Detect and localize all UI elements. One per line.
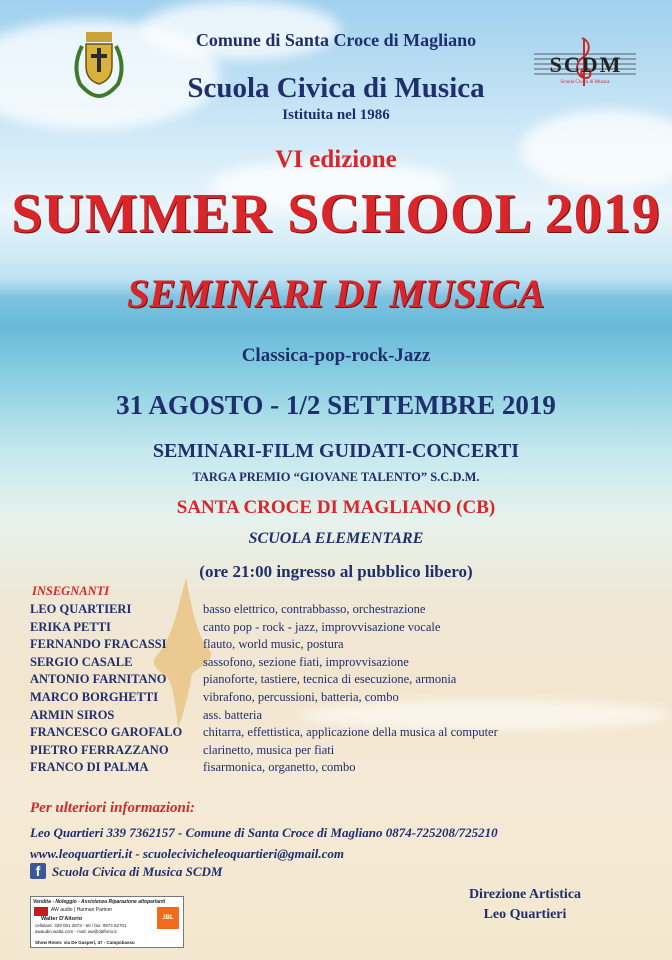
teacher-name: ERIKA PETTI	[30, 619, 111, 634]
teachers-label: INSEGNANTI	[32, 584, 110, 598]
direction-label: Direzione Artistica	[468, 887, 582, 902]
web-link[interactable]: www.leoquartieri.it - scuolecivicheleoquartieri@gmail.com	[30, 846, 345, 861]
edizione-text: VI edizione	[275, 146, 397, 173]
facebook-link[interactable]: Scuola Civica di Musica SCDM	[52, 864, 223, 879]
direction-name: Leo Quartieri	[483, 907, 567, 922]
dates-text: 31 AGOSTO - 1/2 SETTEMBRE 2019	[116, 390, 556, 420]
genres-text: Classica-pop-rock-Jazz	[241, 345, 431, 366]
teacher-subject: fisarmonica, organetto, combo	[203, 760, 356, 775]
teacher-subject: sassofono, sezione fiati, improvvisazione	[203, 654, 409, 669]
teacher-row	[30, 725, 650, 743]
teacher-name: FRANCO DI PALMA	[30, 760, 149, 775]
jbl-logo: JBL	[157, 907, 179, 929]
istituita-text: Istituita nel 1986	[282, 107, 390, 123]
subtitle: SEMINARI DI MUSICA	[127, 271, 545, 316]
info-label: Per ulteriori informazioni:	[30, 800, 196, 816]
scdm-logo-subtext: Scuola Civica di Musica	[560, 80, 610, 85]
artistic-direction	[440, 885, 610, 925]
events-text: SEMINARI-FILM GUIDATI-CONCERTI	[152, 440, 520, 462]
targa-text: TARGA PREMIO “GIOVANE TALENTO” S.C.D.M.	[192, 470, 480, 484]
scdm-logo-text: SCDM	[549, 52, 623, 77]
place-text: SANTA CROCE DI MAGLIANO (CB)	[176, 497, 496, 518]
teacher-row	[30, 760, 650, 778]
teacher-name: FERNANDO FRACASSI	[30, 637, 167, 652]
facebook-icon[interactable]: f	[30, 863, 46, 879]
teacher-name: MARCO BORGHETTI	[30, 689, 159, 704]
sponsor-name: Walter D'Altorio	[41, 916, 83, 922]
teacher-subject: ass. batteria	[203, 707, 263, 722]
teacher-subject: canto pop - rock - jazz, improvvisazione vocale	[203, 619, 441, 634]
teacher-row	[30, 708, 650, 726]
scuola-heading: Scuola Civica di Musica	[187, 72, 485, 104]
teacher-name: LEO QUARTIERI	[30, 602, 132, 616]
teacher-name: SERGIO CASALE	[30, 654, 133, 669]
sponsor-showroom: Show Room: via De Gasperi, 47 - Campobasso	[35, 940, 135, 945]
teacher-subject: clarinetto, musica per fiati	[203, 742, 335, 757]
teacher-row	[30, 655, 650, 673]
teacher-row	[30, 620, 650, 638]
teacher-row	[30, 602, 650, 620]
sponsor-services: Vendita - Noleggio - Assistenza Riparazione altoparlanti	[33, 899, 166, 905]
aw-audio-logo-icon	[34, 907, 48, 916]
teacher-subject: vibrafono, percussioni, batteria, combo	[203, 689, 399, 704]
comune-heading: Comune di Santa Croce di Magliano	[195, 30, 477, 50]
teacher-name: PIETRO FERRAZZANO	[30, 742, 169, 757]
teacher-row	[30, 637, 650, 655]
teacher-row	[30, 743, 650, 761]
venue-text: SCUOLA ELEMENTARE	[248, 530, 424, 547]
sponsor-card	[30, 896, 184, 948]
teacher-subject: basso elettrico, contrabbasso, orchestrazione	[203, 602, 426, 616]
main-title: SUMMER SCHOOL 2019	[11, 183, 661, 245]
teacher-row	[30, 690, 650, 708]
sponsor-contacts: cellulare: 329 051 2873 - tel / fax: 0874 62701 awaudio.walta.com - mail: aw@dalforio.it	[35, 923, 127, 934]
teacher-name: FRANCESCO GAROFALO	[30, 725, 183, 740]
teachers-list	[30, 602, 650, 778]
contact-text: Leo Quartieri 339 7362157 - Comune di Santa Croce di Magliano 0874-725208/725210	[30, 825, 498, 840]
teacher-name: ARMIN SIROS	[30, 707, 115, 722]
time-text: (ore 21:00 ingresso al pubblico libero)	[199, 562, 473, 581]
teacher-subject: flauto, world music, postura	[203, 637, 344, 652]
teacher-name: ANTONIO FARNITANO	[30, 672, 167, 687]
teacher-subject: chitarra, effettistica, applicazione della musica al computer	[203, 725, 498, 740]
teacher-subject: pianoforte, tastiere, tecnica di esecuzione, armonia	[203, 672, 457, 687]
sponsor-partner: AW audio | Harman Partner	[51, 907, 113, 913]
teacher-row	[30, 672, 650, 690]
